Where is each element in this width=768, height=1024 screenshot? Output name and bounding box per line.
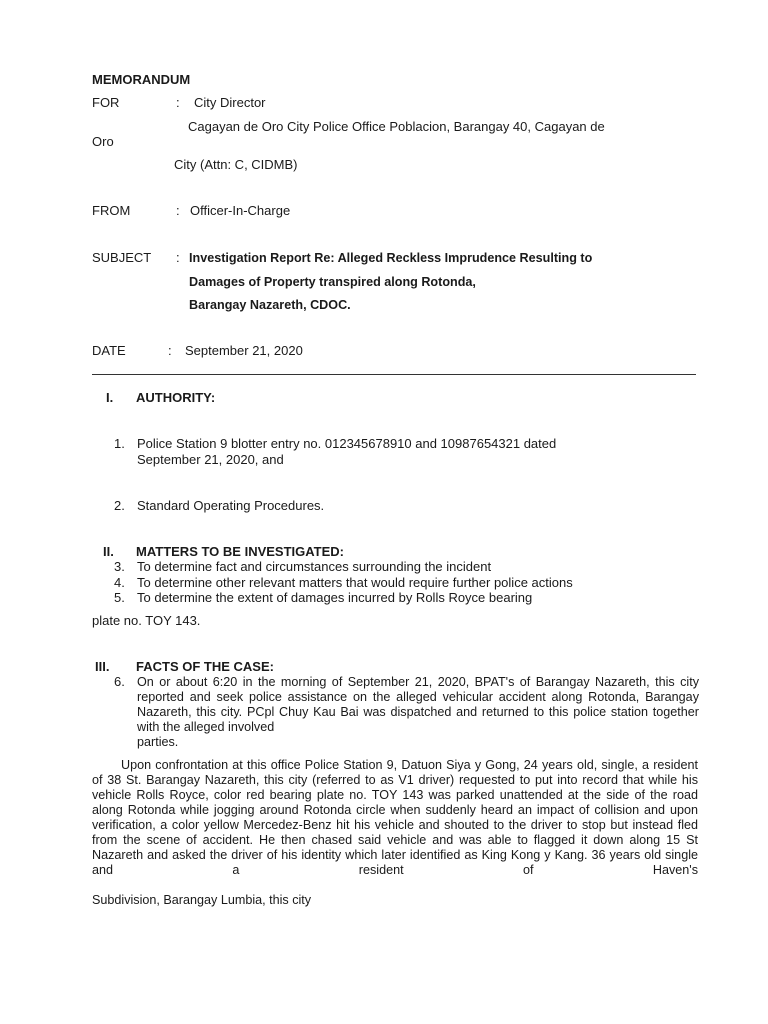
body-paragraph-last-line: Subdivision, Barangay Lumbia, this city — [92, 893, 312, 907]
item-1-line-2: September 21, 2020, and — [137, 452, 284, 467]
item-6-body: On or about 6:20 in the morning of September 21, 2020, BPAT's of Barangay Nazareth, this city reported and seek police assistance on the alleged vehicular accident along Rotonda, Barangay Nazareth, this city. PCpl Chuy Kau Bai was dispatched and returned to this police station together with the alleged involved — [137, 675, 699, 734]
section-authority-numeral: I. — [106, 390, 114, 405]
item-6-last-line: parties. — [137, 735, 179, 749]
for-address-line-1: Cagayan de Oro City Police Office Poblacion, Barangay 40, Cagayan de — [188, 119, 605, 134]
header-divider — [92, 374, 696, 375]
subject-label: SUBJECT — [92, 250, 152, 265]
item-1-number: 1. — [114, 436, 125, 451]
date-label: DATE — [92, 343, 126, 358]
from-label: FROM — [92, 203, 131, 218]
subject-colon: : — [176, 250, 180, 265]
item-5-wrap: plate no. TOY 143. — [92, 613, 201, 628]
item-4-text: To determine other relevant matters that would require further police actions — [137, 575, 573, 590]
section-matters-numeral: II. — [103, 544, 114, 559]
for-address-wrap: Oro — [92, 134, 114, 149]
item-6-text — [137, 675, 699, 750]
for-address-line-2: City (Attn: C, CIDMB) — [174, 157, 298, 172]
item-5-text: To determine the extent of damages incurred by Rolls Royce bearing — [137, 590, 533, 605]
date-value: September 21, 2020 — [185, 343, 303, 358]
section-authority-title: AUTHORITY: — [136, 390, 216, 405]
body-paragraph — [92, 758, 698, 893]
for-colon: : — [176, 95, 180, 110]
subject-line-3: Barangay Nazareth, CDOC. — [189, 298, 351, 312]
body-paragraph-text: Upon confrontation at this office Police Station 9, Datuon Siya y Gong, 24 years old, single, a resident of 38 St. Barangay Nazareth, this city (referred to as V1 driver) requested to put into record that while his vehicle Rolls Royce, color red bearing plate no. TOY 143 was parked unattended at the side of the road along Rotonda while jogging around Rotonda circle when suddenly heard an impact of collision and upon verification, a color yellow Mercedez-Benz hit his vehicle and shouted to the driver to stop but instead fled from the scene of accident. He then chased said vehicle and was able to flagged it down along 15 St Nazareth and asked the driver of his identity which later identified as King Kong y Kang. 36 years old single and a resident of Haven's — [92, 758, 698, 877]
item-4-number: 4. — [114, 575, 125, 590]
for-label: FOR — [92, 95, 120, 110]
from-colon: : — [176, 203, 180, 218]
subject-line-2: Damages of Property transpired along Rotonda, — [189, 275, 476, 289]
item-2-number: 2. — [114, 498, 125, 513]
subject-line-1: Investigation Report Re: Alleged Reckless Imprudence Resulting to — [189, 251, 593, 265]
section-facts-numeral: III. — [95, 659, 110, 674]
section-matters-title: MATTERS TO BE INVESTIGATED: — [136, 544, 345, 559]
memo-title: MEMORANDUM — [92, 72, 191, 87]
date-colon: : — [168, 343, 172, 358]
item-2-text: Standard Operating Procedures. — [137, 498, 325, 513]
item-3-number: 3. — [114, 559, 125, 574]
for-value: City Director — [194, 95, 266, 110]
item-6-number: 6. — [114, 674, 125, 689]
item-3-text: To determine fact and circumstances surrounding the incident — [137, 559, 492, 574]
from-value: Officer-In-Charge — [190, 203, 291, 218]
item-1-line-1: Police Station 9 blotter entry no. 012345678910 and 10987654321 dated — [137, 436, 557, 451]
section-facts-title: FACTS OF THE CASE: — [136, 659, 274, 674]
item-5-number: 5. — [114, 590, 125, 605]
